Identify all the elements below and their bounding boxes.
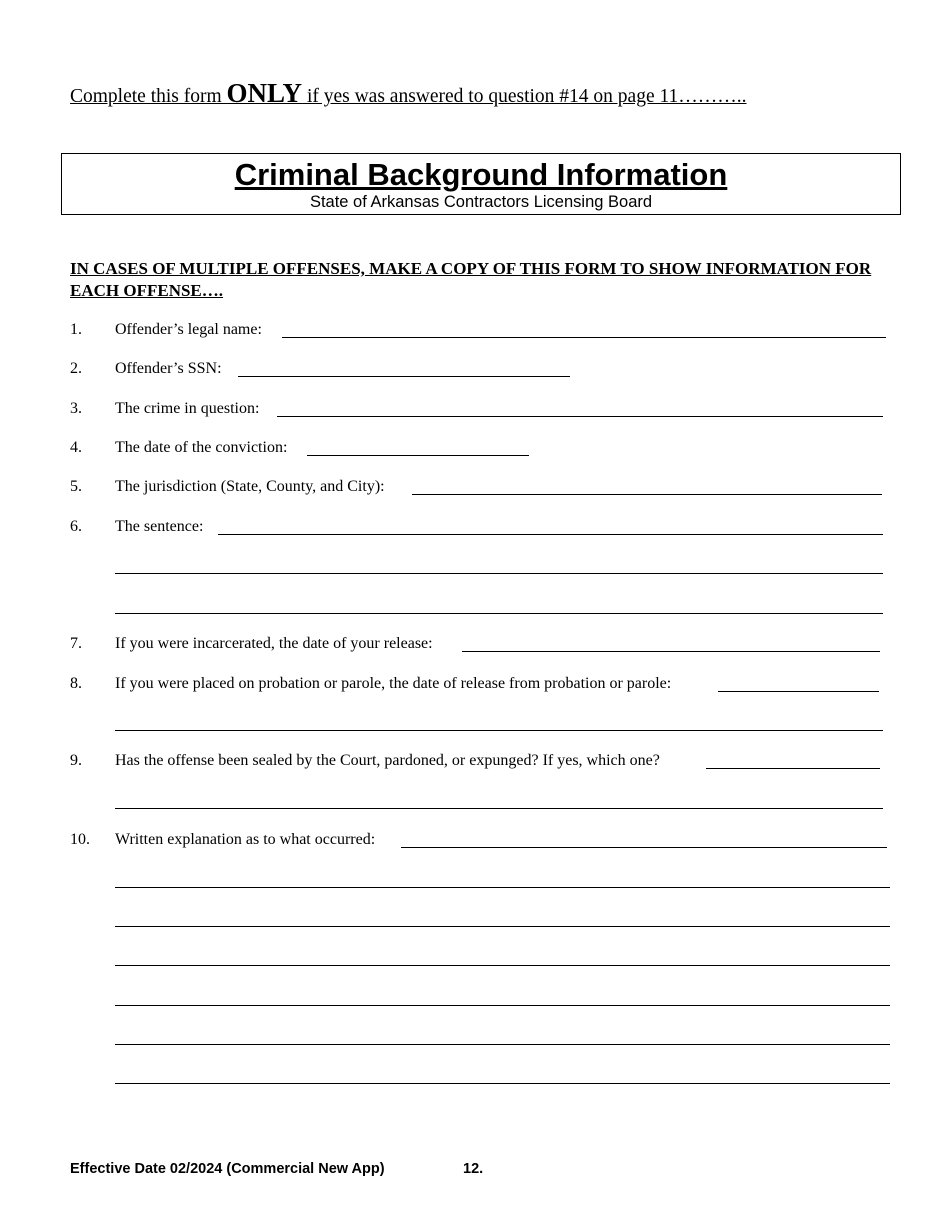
intro-text-after: if yes was answered to question #14 on page 11……….. [302, 86, 747, 107]
intro-text-before: Complete this form [70, 86, 227, 107]
explanation-field-line-4[interactable] [115, 965, 890, 966]
question-label-probation-release: If you were placed on probation or parole, the date of release from probation or parole: [115, 675, 672, 692]
crime-field[interactable] [277, 416, 883, 417]
explanation-field-line-5[interactable] [115, 1005, 890, 1006]
question-number: 5. [70, 478, 82, 495]
title-box [61, 153, 901, 215]
question-label-sentence: The sentence: [115, 518, 204, 535]
footer-effective-date: Effective Date 02/2024 (Commercial New App) [70, 1161, 385, 1177]
probation-release-field[interactable] [718, 691, 879, 692]
question-label-release-date: If you were incarcerated, the date of your release: [115, 635, 433, 652]
question-label-sealed-offense: Has the offense been sealed by the Court, pardoned, or expunged? If yes, which one? [115, 752, 660, 769]
question-number: 6. [70, 518, 82, 535]
sentence-field[interactable] [218, 534, 883, 535]
multiple-offenses-notice: IN CASES OF MULTIPLE OFFENSES, MAKE A COPY OF THIS FORM TO SHOW INFORMATION FOR EACH OFFENSE…. [70, 259, 872, 300]
question-number: 3. [70, 400, 82, 417]
intro-emphasis: ONLY [226, 78, 303, 108]
sealed-offense-field-line-2[interactable] [115, 808, 883, 809]
question-number: 9. [70, 752, 82, 769]
explanation-field-line-2[interactable] [115, 887, 890, 888]
explanation-field-line-3[interactable] [115, 926, 890, 927]
question-number: 8. [70, 675, 82, 692]
sentence-field-line-3[interactable] [115, 613, 883, 614]
question-label-ssn: Offender’s SSN: [115, 360, 222, 377]
probation-release-field-line-2[interactable] [115, 730, 883, 731]
release-date-field[interactable] [462, 651, 880, 652]
question-label-crime: The crime in question: [115, 400, 260, 417]
question-number: 1. [70, 321, 82, 338]
conviction-date-field[interactable] [307, 455, 529, 456]
ssn-field[interactable] [238, 376, 570, 377]
explanation-field[interactable] [401, 847, 887, 848]
question-label-legal-name: Offender’s legal name: [115, 321, 262, 338]
question-number: 10. [70, 831, 90, 848]
sentence-field-line-2[interactable] [115, 573, 883, 574]
legal-name-field[interactable] [282, 337, 886, 338]
question-number: 2. [70, 360, 82, 377]
explanation-field-line-6[interactable] [115, 1044, 890, 1045]
question-label-jurisdiction: The jurisdiction (State, County, and City): [115, 478, 385, 495]
form-subtitle: State of Arkansas Contractors Licensing Board [309, 193, 653, 211]
jurisdiction-field[interactable] [412, 494, 882, 495]
footer-page-number: 12. [463, 1161, 484, 1177]
question-label-explanation: Written explanation as to what occurred: [115, 831, 376, 848]
form-title: Criminal Background Information [234, 157, 728, 192]
sealed-offense-field[interactable] [706, 768, 880, 769]
explanation-field-line-7[interactable] [115, 1083, 890, 1084]
question-label-conviction-date: The date of the conviction: [115, 439, 288, 456]
intro-instruction [70, 78, 747, 109]
question-number: 4. [70, 439, 82, 456]
question-number: 7. [70, 635, 82, 652]
